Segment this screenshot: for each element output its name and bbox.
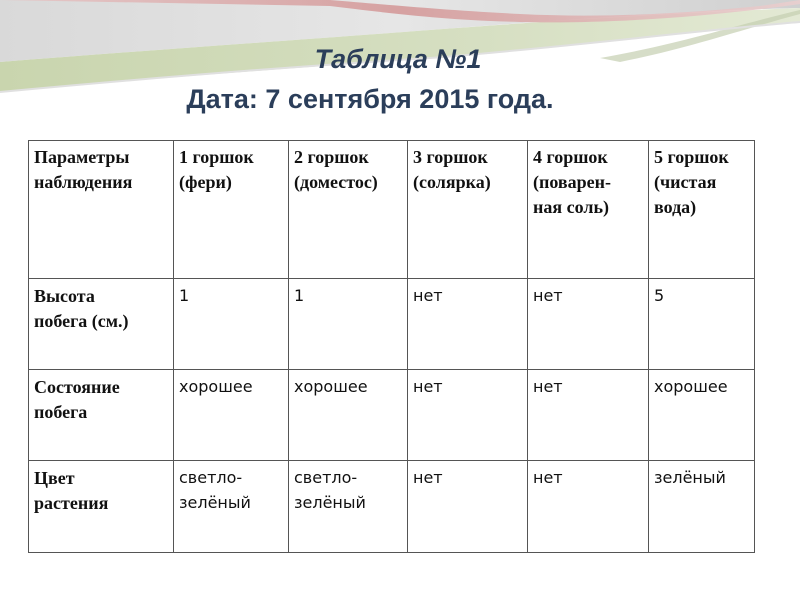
table-cell: нет [528,370,649,461]
header-cell-pot-4: 4 горшок (поварен- ная соль) [528,141,649,279]
row-label: Цвет растения [29,461,174,553]
table-row [29,279,755,370]
table-cell: светло- зелёный [174,461,289,553]
header-cell-params: Параметры наблюдения [29,141,174,279]
table-cell: нет [528,461,649,553]
observation-table [28,140,755,553]
header-cell-pot-3: 3 горшок (солярка) [408,141,528,279]
table-cell: нет [528,279,649,370]
table-cell: нет [408,370,528,461]
table-date: Дата: 7 сентября 2015 года. [186,84,554,114]
table-cell: зелёный [649,461,755,553]
row-label: Высота побега (см.) [29,279,174,370]
header-cell-pot-5: 5 горшок (чистая вода) [649,141,755,279]
table-row [29,370,755,461]
table-row [29,461,755,553]
table-cell: хорошее [289,370,408,461]
table-cell: 5 [649,279,755,370]
table-cell: 1 [289,279,408,370]
table-title-text: Таблица №1 [314,44,482,74]
table-title [0,44,800,75]
table-cell: 1 [174,279,289,370]
table-cell: нет [408,461,528,553]
row-label: Состояние побега [29,370,174,461]
table-cell: нет [408,279,528,370]
table-header-row [29,141,755,279]
table-cell: хорошее [174,370,289,461]
table-cell: светло- зелёный [289,461,408,553]
table-cell: хорошее [649,370,755,461]
header-cell-pot-2: 2 горшок (доместос) [289,141,408,279]
header-cell-pot-1: 1 горшок (фери) [174,141,289,279]
